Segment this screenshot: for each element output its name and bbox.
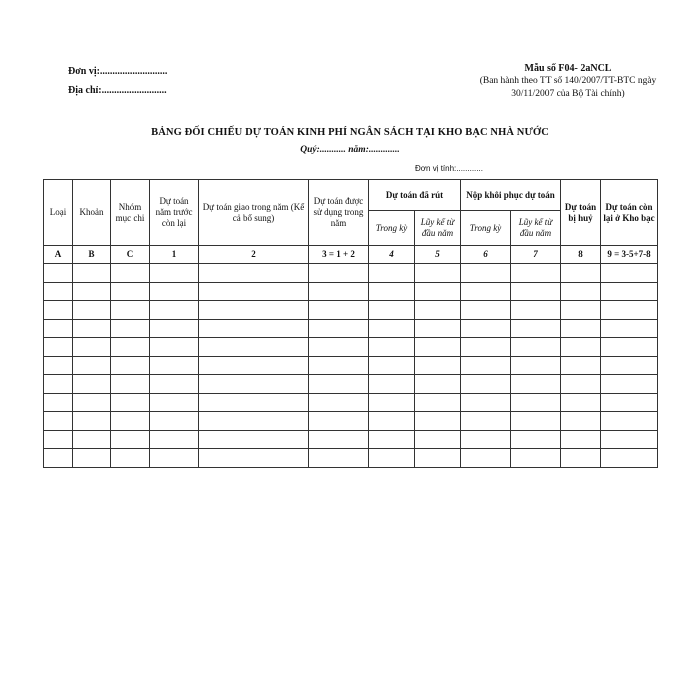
table-cell	[561, 430, 601, 449]
table-cell	[44, 338, 73, 357]
table-cell	[415, 282, 461, 301]
table-cell	[369, 430, 415, 449]
table-cell	[309, 319, 369, 338]
code-cell: A	[44, 246, 73, 264]
table-cell	[369, 449, 415, 468]
table-cell	[309, 338, 369, 357]
reconciliation-table	[43, 179, 658, 468]
code-cell: 7	[511, 246, 561, 264]
table-cell	[601, 356, 658, 375]
table-cell	[369, 301, 415, 320]
table-row	[44, 356, 658, 375]
table-cell	[511, 338, 561, 357]
table-cell	[309, 412, 369, 431]
table-cell	[199, 393, 309, 412]
table-cell	[199, 319, 309, 338]
table-cell	[461, 375, 511, 394]
table-cell	[561, 338, 601, 357]
table-cell	[461, 264, 511, 283]
col-trong-ky-2: Trong kỳ	[461, 211, 511, 246]
table-cell	[601, 338, 658, 357]
table-row	[44, 430, 658, 449]
table-cell	[309, 264, 369, 283]
table-cell	[461, 412, 511, 431]
table-cell	[511, 393, 561, 412]
table-cell	[461, 282, 511, 301]
table-cell	[561, 356, 601, 375]
table-cell	[309, 393, 369, 412]
table-cell	[150, 393, 199, 412]
col-loai: Loại	[44, 180, 73, 246]
table-cell	[111, 301, 150, 320]
table-cell	[150, 264, 199, 283]
table-cell	[44, 319, 73, 338]
col-du-toan-su-dung: Dự toán được sử dụng trong năm	[309, 180, 369, 246]
table-cell	[601, 319, 658, 338]
code-cell: 2	[199, 246, 309, 264]
table-cell	[461, 393, 511, 412]
table-cell	[511, 264, 561, 283]
table-cell	[561, 449, 601, 468]
table-cell	[111, 338, 150, 357]
table-cell	[111, 319, 150, 338]
table-cell	[111, 282, 150, 301]
table-cell	[415, 264, 461, 283]
col-nhom-muc-chi: Nhóm mục chi	[111, 180, 150, 246]
table-cell	[461, 319, 511, 338]
table-cell	[73, 282, 111, 301]
code-cell: 1	[150, 246, 199, 264]
table-cell	[44, 264, 73, 283]
table-cell	[415, 338, 461, 357]
table-cell	[111, 412, 150, 431]
code-cell: C	[111, 246, 150, 264]
table-cell	[44, 356, 73, 375]
table-cell	[73, 430, 111, 449]
table-cell	[44, 430, 73, 449]
table-cell	[44, 412, 73, 431]
table-row	[44, 338, 658, 357]
table-cell	[309, 375, 369, 394]
table-cell	[199, 356, 309, 375]
table-cell	[73, 301, 111, 320]
table-row	[44, 319, 658, 338]
table-row	[44, 264, 658, 283]
col-group-nop-khoi-phuc: Nộp khôi phục dự toán	[461, 180, 561, 211]
table-cell	[561, 282, 601, 301]
table-cell	[369, 356, 415, 375]
col-khoan: Khoản	[73, 180, 111, 246]
table-cell	[561, 319, 601, 338]
table-cell	[369, 264, 415, 283]
table-cell	[461, 356, 511, 375]
table-cell	[415, 301, 461, 320]
table-cell	[461, 430, 511, 449]
table-cell	[44, 393, 73, 412]
document-title: BẢNG ĐỐI CHIẾU DỰ TOÁN KINH PHÍ NGÂN SÁCH TẠI KHO BẠC NHÀ NƯỚC	[151, 127, 549, 138]
col-luy-ke-2: Lũy kế từ đầu năm	[511, 211, 561, 246]
table-cell	[309, 282, 369, 301]
table-cell	[309, 356, 369, 375]
table-cell	[415, 356, 461, 375]
table-cell	[415, 319, 461, 338]
table-cell	[601, 282, 658, 301]
table-cell	[73, 412, 111, 431]
form-info	[448, 62, 688, 101]
table-cell	[369, 375, 415, 394]
table-cell	[511, 301, 561, 320]
table-cell	[199, 412, 309, 431]
table-cell	[111, 356, 150, 375]
table-cell	[369, 282, 415, 301]
table-cell	[150, 282, 199, 301]
table-cell	[73, 375, 111, 394]
table-cell	[199, 301, 309, 320]
table-cell	[369, 319, 415, 338]
table-cell	[415, 393, 461, 412]
table-cell	[415, 430, 461, 449]
col-luy-ke-1: Lũy kế từ đầu năm	[415, 211, 461, 246]
issued-line-1: (Ban hành theo TT số 140/2007/TT-BTC ngày	[479, 76, 657, 86]
table-cell	[601, 449, 658, 468]
col-con-lai: Dự toán còn lại ở Kho bạc	[601, 180, 658, 246]
table-cell	[309, 430, 369, 449]
table-cell	[44, 301, 73, 320]
table-cell	[601, 430, 658, 449]
table-cell	[150, 412, 199, 431]
table-cell	[73, 393, 111, 412]
table-cell	[199, 338, 309, 357]
table-row	[44, 412, 658, 431]
column-code-row	[44, 246, 658, 264]
issued-line-2: 30/11/2007 của Bộ Tài chính)	[511, 89, 625, 99]
col-bi-huy: Dự toán bị huỷ	[561, 180, 601, 246]
table-cell	[561, 412, 601, 431]
table-cell	[461, 338, 511, 357]
period-line: Quý:........... năm:.............	[300, 145, 400, 155]
table-cell	[150, 301, 199, 320]
table-cell	[561, 375, 601, 394]
table-cell	[369, 412, 415, 431]
header-row-1	[44, 180, 658, 211]
col-du-toan-giao: Dự toán giao trong năm (Kể cả bổ sung)	[199, 180, 309, 246]
table-cell	[511, 449, 561, 468]
table-cell	[511, 319, 561, 338]
table-row	[44, 282, 658, 301]
table-cell	[415, 412, 461, 431]
currency-unit: Đơn vị tính:............	[415, 164, 483, 173]
table-cell	[511, 412, 561, 431]
table-cell	[511, 375, 561, 394]
table-cell	[561, 393, 601, 412]
table-cell	[111, 449, 150, 468]
address-label: Địa chỉ:..........................	[68, 85, 167, 96]
table-cell	[150, 449, 199, 468]
table-cell	[309, 301, 369, 320]
table-cell	[73, 449, 111, 468]
table-cell	[461, 449, 511, 468]
table-cell	[199, 449, 309, 468]
table-cell	[511, 356, 561, 375]
table-row	[44, 449, 658, 468]
table-cell	[73, 356, 111, 375]
table-cell	[199, 375, 309, 394]
table-cell	[111, 430, 150, 449]
table-cell	[111, 264, 150, 283]
table-cell	[511, 282, 561, 301]
code-cell: 6	[461, 246, 511, 264]
table-cell	[150, 375, 199, 394]
table-cell	[601, 264, 658, 283]
code-cell: 8	[561, 246, 601, 264]
table-cell	[601, 412, 658, 431]
code-cell: 4	[369, 246, 415, 264]
table-row	[44, 375, 658, 394]
table-cell	[73, 264, 111, 283]
table-cell	[150, 356, 199, 375]
table-row	[44, 301, 658, 320]
table-cell	[150, 319, 199, 338]
form-code: Mẫu số F04- 2aNCL	[524, 63, 612, 74]
table-cell	[111, 375, 150, 394]
table-cell	[111, 393, 150, 412]
table-cell	[150, 430, 199, 449]
table-cell	[199, 430, 309, 449]
table-cell	[150, 338, 199, 357]
code-cell: B	[73, 246, 111, 264]
table-body	[44, 264, 658, 468]
table-cell	[461, 301, 511, 320]
table-cell	[199, 282, 309, 301]
table-cell	[601, 301, 658, 320]
table-cell	[511, 430, 561, 449]
table-cell	[44, 449, 73, 468]
code-cell: 5	[415, 246, 461, 264]
table-cell	[561, 301, 601, 320]
table-cell	[415, 449, 461, 468]
table-cell	[369, 393, 415, 412]
code-cell: 3 = 1 + 2	[309, 246, 369, 264]
table-cell	[369, 338, 415, 357]
unit-info	[68, 62, 167, 100]
table-cell	[44, 282, 73, 301]
table-cell	[415, 375, 461, 394]
table-cell	[73, 319, 111, 338]
table-row	[44, 393, 658, 412]
table-cell	[44, 375, 73, 394]
table-cell	[561, 264, 601, 283]
table-cell	[199, 264, 309, 283]
table-cell	[309, 449, 369, 468]
table-cell	[601, 393, 658, 412]
unit-label: Đơn vị:...........................	[68, 66, 168, 77]
table-cell	[73, 338, 111, 357]
table-cell	[601, 375, 658, 394]
col-trong-ky-1: Trong kỳ	[369, 211, 415, 246]
code-cell: 9 = 3-5+7-8	[601, 246, 658, 264]
col-du-toan-nam-truoc: Dự toán năm trước còn lại	[150, 180, 199, 246]
col-group-da-rut: Dự toán đã rút	[369, 180, 461, 211]
